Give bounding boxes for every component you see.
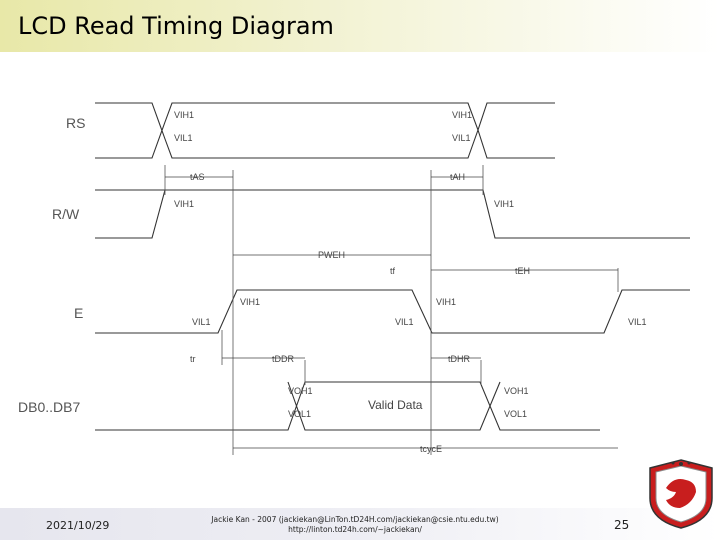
label-e-vil-left: VIL1	[192, 317, 211, 327]
slide-title: LCD Read Timing Diagram	[18, 12, 334, 40]
label-tr-left: tr	[190, 354, 196, 364]
label-rw-vih-left: VIH1	[174, 199, 195, 209]
label-tah: tAH	[450, 172, 466, 182]
label-teh: tEH	[515, 266, 531, 276]
label-e-vil-mid: VIL1	[395, 317, 414, 327]
label-rs-vil-left: VIL1	[174, 133, 193, 143]
label-tddr: tDDR	[272, 354, 294, 364]
page-number: 25	[614, 518, 630, 532]
university-logo-icon	[646, 458, 716, 530]
label-e-vih-left: VIH1	[240, 297, 261, 307]
label-tas: tAS	[190, 172, 205, 182]
label-tcyce: tcycE	[420, 444, 443, 454]
signal-e: E	[74, 305, 84, 321]
label-e-vih-mid: VIH1	[436, 297, 457, 307]
label-e-vil-right: VIL1	[628, 317, 647, 327]
footer-date: 2021/10/29	[46, 519, 110, 532]
label-rw-vih-right: VIH1	[494, 199, 515, 209]
footer-credit	[210, 515, 500, 535]
rw-waveform-low	[95, 190, 165, 238]
label-pweh: PWEH	[318, 250, 345, 260]
label-db-voh-right: VOH1	[504, 386, 529, 396]
signal-db: DB0..DB7	[18, 399, 81, 415]
label-db-vol-right: VOL1	[504, 409, 528, 419]
rs-waveform-low	[95, 103, 555, 158]
label-rs-vih-right: VIH1	[452, 110, 473, 120]
label-db-voh-left: VOH1	[288, 386, 313, 396]
label-rs-vih-left: VIH1	[174, 110, 195, 120]
label-rs-vil-right: VIL1	[452, 133, 471, 143]
e-waveform	[95, 290, 690, 333]
rs-waveform	[95, 103, 555, 158]
footer-credit-line2: http://linton.td24h.com/~jackiekan/	[288, 525, 422, 534]
label-tdhr: tDHR	[448, 354, 470, 364]
signal-rw: R/W	[52, 206, 80, 222]
label-db-vol-left: VOL1	[288, 409, 312, 419]
label-valid-data: Valid Data	[368, 398, 423, 412]
label-tf: tf	[390, 266, 396, 276]
rw-waveform	[95, 190, 690, 238]
signal-rs: RS	[66, 115, 86, 131]
footer-credit-line1: Jackie Kan - 2007 (jackiekan@LinTon.tD24H.com/jackiekan@csie.ntu.edu.tw)	[211, 515, 499, 524]
